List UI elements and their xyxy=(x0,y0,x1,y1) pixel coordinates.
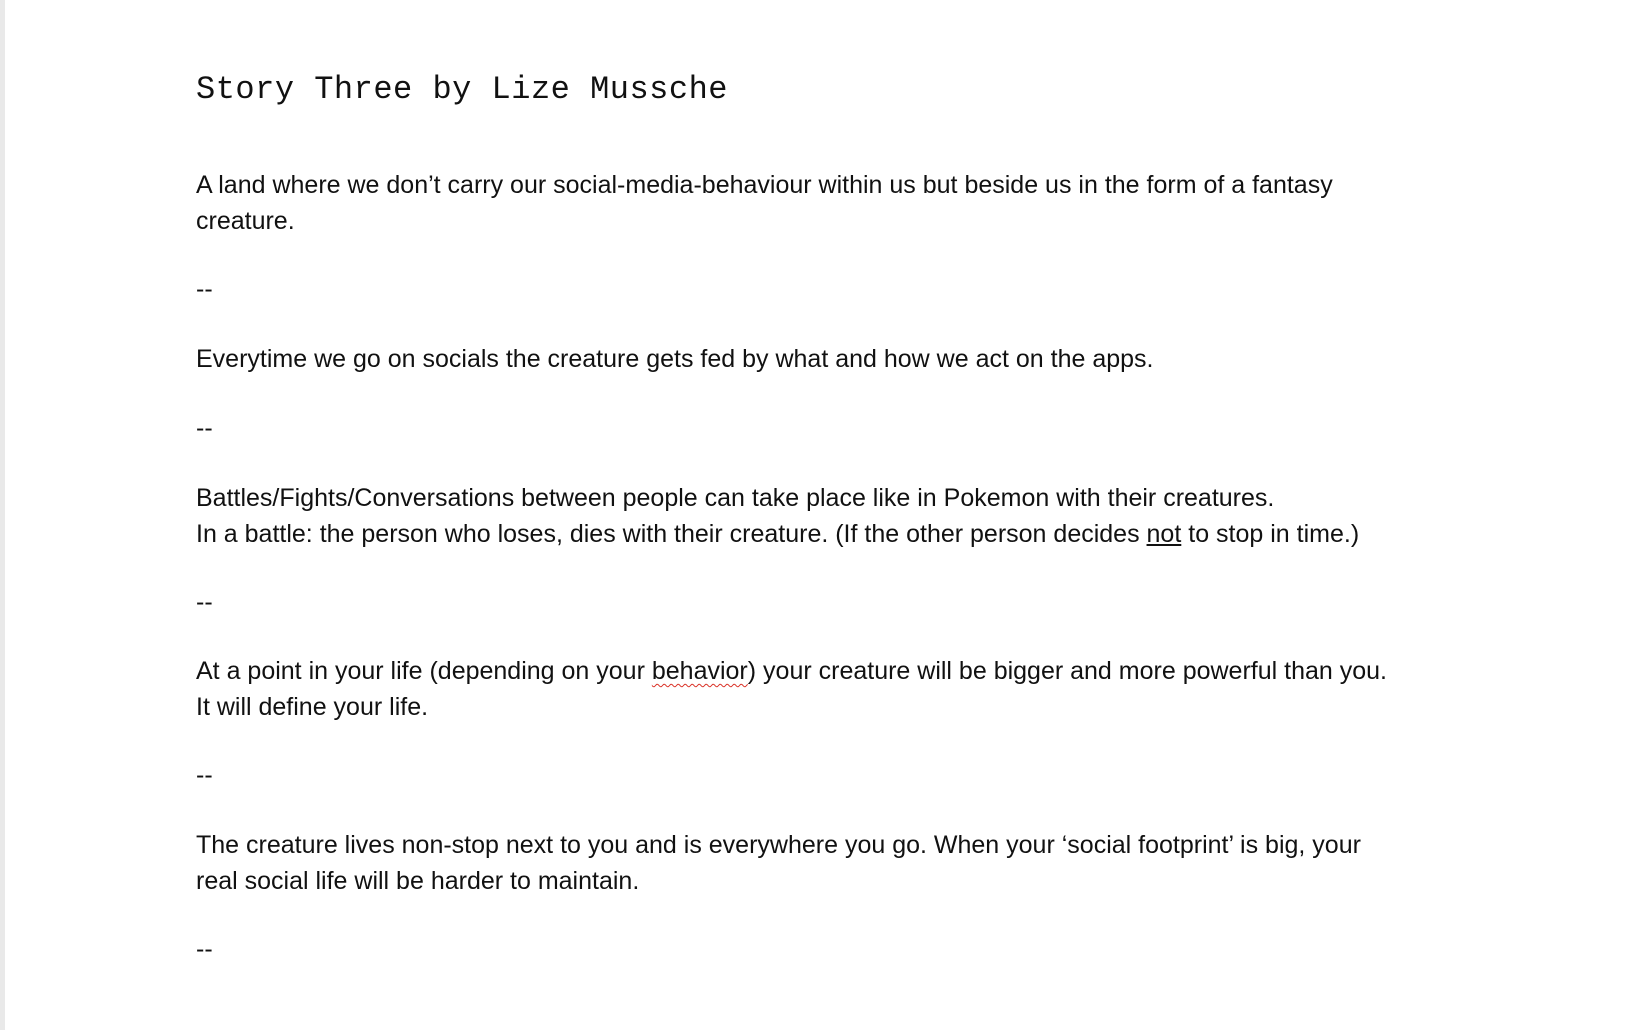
paragraph-line: It will define your life. xyxy=(196,692,429,721)
paragraph-intro xyxy=(196,168,1333,239)
paragraph-line: creature. xyxy=(196,206,295,235)
section-divider: -- xyxy=(196,935,213,963)
paragraph-text: At a point in your life (depending on your xyxy=(196,657,652,685)
paragraph-text: ) your creature will be bigger and more powerful than you. xyxy=(747,657,1387,685)
paragraph-battles xyxy=(196,481,1359,552)
underlined-word: not xyxy=(1146,519,1182,548)
paragraph-text: In a battle: the person who loses, dies with their creature. (If the other person decides xyxy=(196,519,1147,548)
section-divider: -- xyxy=(196,275,213,303)
section-divider: -- xyxy=(196,588,213,616)
paragraph-line: The creature lives non-stop next to you and is everywhere you go. When your ‘social footprint’ is big, your xyxy=(196,831,1361,859)
paragraph-feeding: Everytime we go on socials the creature gets fed by what and how we act on the apps. xyxy=(196,345,1154,373)
section-divider: -- xyxy=(196,761,213,789)
paragraph-growth xyxy=(196,654,1387,725)
document-title: Story Three by Lize Mussche xyxy=(196,71,728,108)
section-divider: -- xyxy=(196,414,213,442)
spellcheck-flagged-word[interactable]: behavior xyxy=(651,657,748,685)
paragraph-text: to stop in time.) xyxy=(1181,519,1360,548)
paragraph-line: A land where we don’t carry our social-media-behaviour within us but beside us in the form of a fantasy xyxy=(196,171,1333,199)
paragraph-line: Battles/Fights/Conversations between people can take place like in Pokemon with their creatures. xyxy=(196,484,1275,512)
paragraph-social-life xyxy=(196,828,1361,899)
paragraph-line: real social life will be harder to maintain. xyxy=(196,866,640,895)
